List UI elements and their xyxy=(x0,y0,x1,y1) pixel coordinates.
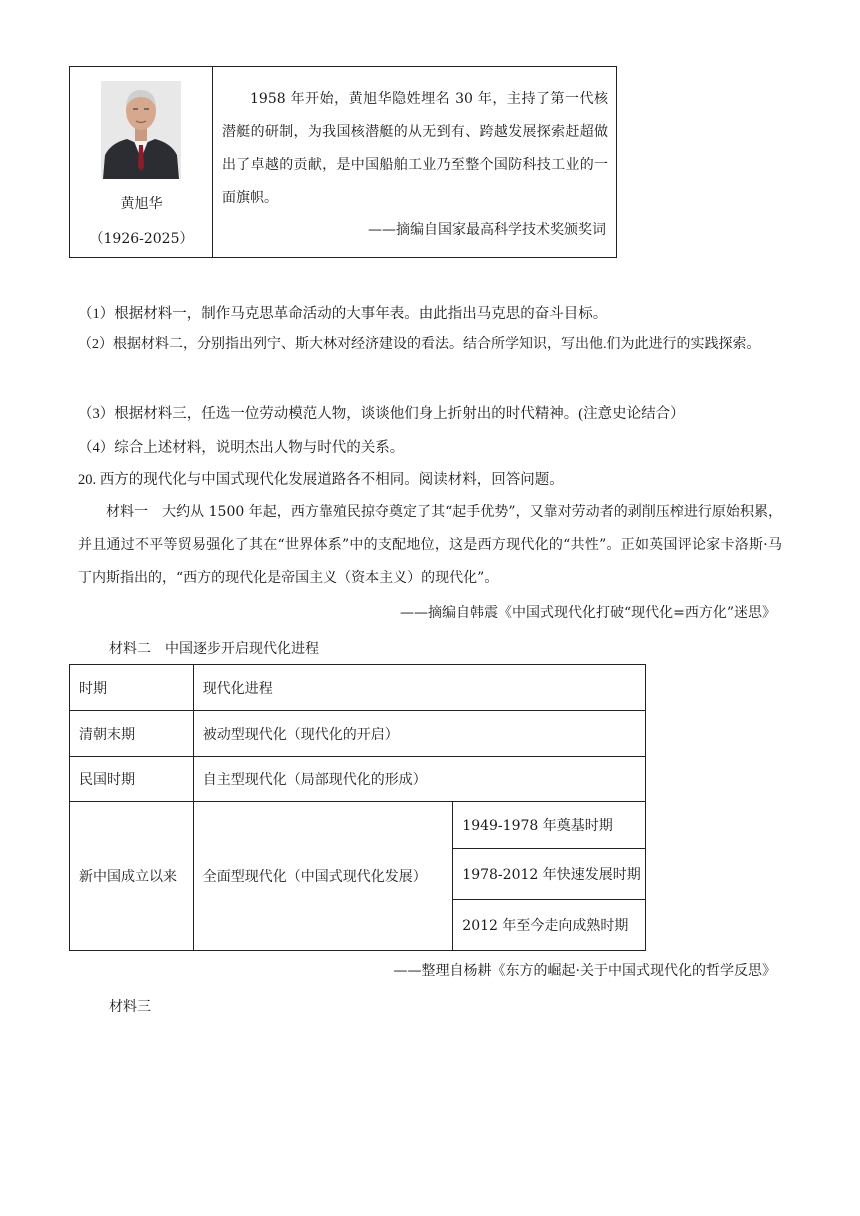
material-3-title: 材料三 xyxy=(109,999,151,1015)
table-row xyxy=(70,665,646,711)
portrait-photo xyxy=(101,81,181,179)
table-cell: 民国时期 xyxy=(70,757,194,802)
table-cell: 全面型现代化（中国式现代化发展） xyxy=(193,802,453,951)
question-2: （2）根据材料二，分别指出列宁、斯大林对经济建设的看法。结合所学知识，写出他.们为此进行的实践探索。 xyxy=(78,337,761,352)
bio-description xyxy=(222,83,608,215)
table-cell: 1949-1978 年奠基时期 xyxy=(453,802,646,849)
table-cell: 新中国成立以来 xyxy=(70,802,194,951)
table-row xyxy=(70,802,646,849)
bio-box xyxy=(69,66,617,258)
bio-portrait-cell xyxy=(70,67,213,257)
question-20-title: 20. 西方的现代化与中国式现代化发展道路各不相同。阅读材料，回答问题。 xyxy=(78,472,564,488)
table-row xyxy=(70,711,646,757)
material-2-title: 材料二 中国逐步开启现代化进程 xyxy=(109,641,319,657)
question-3: （3）根据材料三，任选一位劳动模范人物，谈谈他们身上折射出的时代精神。(注意史论结合） xyxy=(78,406,685,422)
table-cell: 1978-2012 年快速发展时期 xyxy=(453,849,646,900)
modernization-table xyxy=(69,664,646,951)
bio-source: ——摘编自国家最高科学技术奖颁奖词 xyxy=(368,222,606,238)
table-header-period: 时期 xyxy=(70,665,194,711)
bio-name: 黄旭华 xyxy=(120,196,163,212)
material-2-source: ——整理自杨耕《东方的崛起·关于中国式现代化的哲学反思》 xyxy=(393,963,776,979)
bio-years: （1926-2025） xyxy=(89,231,194,247)
table-cell: 被动型现代化（现代化的开启） xyxy=(193,711,645,757)
bio-text: 1958 年开始，黄旭华隐姓埋名 30 年，主持了第一代核潜艇的研制，为我国核潜艇的从无到有、跨越发展探索赶超做出了卓越的贡献，是中国船舶工业乃至整个国防科技工业的一面旗帜。 xyxy=(222,91,608,206)
table-header-process: 现代化进程 xyxy=(193,665,645,711)
question-4: （4）综合上述材料，说明杰出人物与时代的关系。 xyxy=(78,440,405,456)
table-row xyxy=(70,757,646,802)
question-1: （1）根据材料一，制作马克思革命活动的大事年表。由此指出马克思的奋斗目标。 xyxy=(78,306,608,322)
table-cell: 清朝末期 xyxy=(70,711,194,757)
table-cell: 2012 年至今走向成熟时期 xyxy=(453,900,646,951)
material-1-source: ——摘编自韩震《中国式现代化打破“现代化=西方化”迷思》 xyxy=(399,605,776,621)
table-cell: 自主型现代化（局部现代化的形成） xyxy=(193,757,645,802)
material-1-text: 材料一 大约从 1500 年起，西方靠殖民掠夺奠定了其“起手优势”，又靠对劳动者的剥削压榨进行原始积累，并且通过不平等贸易强化了其在“世界体系”中的支配地位，这是西方现代化的“共性”。正如英国评论家卡洛斯·马丁内斯指出的，“西方的现代化是帝国主义（资本主义）的现代化”。 xyxy=(78,504,782,586)
